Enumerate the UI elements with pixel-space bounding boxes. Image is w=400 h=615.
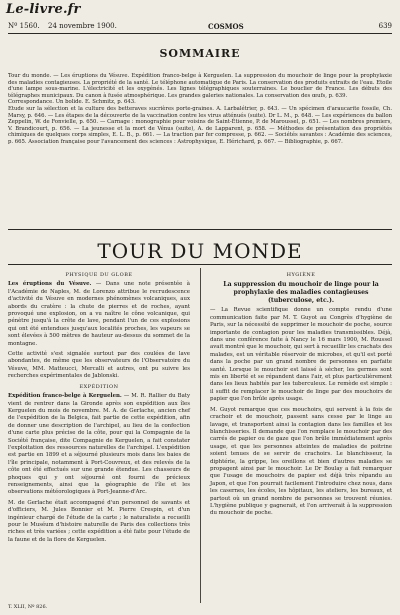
title-rule (8, 264, 392, 265)
sommaire-paragraph: Tour du monde. — Les éruptions du Vésuve. Expédition franco-belge à Kerguelen. La suppression du mouchoir de linge pour la prophylaxie des maladies contagieuses. La propriété de la santé. Le téléphone automatique de Paris. La conservation des produits extraits de l'eau. Etoile d'une lampe sous-marine. L'électricité et les oxygénés. Les lignes télégraphiques souterraines. Le bouclier de France. Les débuts des télégraphes municipaux. Du canon à fusée atmosphérique. Les grandes galeries nationales. La conservation des œufs, p. 639. (8, 73, 392, 99)
section-heading: PHYSIQUE DU GLOBE (65, 272, 133, 278)
sommaire-paragraph-2: Etude sur la sélection et la culture des betteraves sucrières porte-graines. A. Larbalétrier, p. 643. — Un spécimen d'araucarite fossile, Ch. Marsy, p. 646. — Les étapes de la découverte de la vaccination contre les virus atténués (suite). Dr L. M., p. 648. — Les expériences du ballon Zeppelin, W. de Fonvielle, p. 650. — Carnage : monographie pour voisins de Saint-Étienne, P. de Maroussel, p. 651. — Les nombres premiers, V. Brandicourt, p. 656. — La jeunesse et la mort de Vénus (suite), A. de Lapparent, p. 658. — Méthodes de présentation des propriétés chimiques de quelques corps simples, E. L. B., p. 661. — La traction par fer compresse, p. 662. — Sociétés savantes : Académie des sciences, p. 665. Association française pour l'avancement des sciences : Astrophysique, E. Hérichard, p. 667. — Bibliographie, p. 667. (8, 105, 392, 145)
sommaire-correspondance: Correspondance. Un bolide. E. Schmitz, p. 643. (8, 99, 136, 106)
right-column (210, 272, 392, 521)
sommaire-title: SOMMAIRE (159, 47, 241, 60)
column-divider (200, 268, 201, 603)
article-lead: Expédition franco-belge à Kerguelen. (8, 393, 122, 400)
issue-date: 24 novembre 1900. (48, 22, 117, 30)
article-paragraph: — La Revue scientifique donne un compte rendu d'une communication faite par M. T. Guyot au Congrès d'hygiène de Paris, sur la nécessité de supprimer le mouchoir de poche, source importante de contagion pour les maladies transmissibles. Déjà, dans une conférence faite à Nancy le 16 mars 1900, M. Roussel avait montré que le mouchoir, qui sert à recueillir les crachats des malades, est un véritable réservoir de microbes, et qu'il est porté dans la poche par un grand nombre de personnes en parfaite santé. Lorsque le mouchoir est laissé à sécher, les germes sont mis en liberté et se répandent dans l'air, et plus particulièrement dans les lieux habités par les tuberculeux. Le remède est simple : il suffit de remplacer le mouchoir de linge par des mouchoirs de papier que l'on brûle après usage. (210, 307, 393, 403)
section-rule (8, 229, 392, 230)
section-heading: EXPÉDITION (79, 383, 119, 390)
watermark-logo: Le-livre.fr (6, 2, 81, 17)
article-text: — Dans une note présentée à l'Académie de Naples, M. de Lorenzo attribue le recrudescence d'activité du Vésuve en modernes phénomènes volcaniques, aux abords du cratère : la chute de pierres et de roches, ayant provoqué une explosion, on a vu naître le cône volcanique, qui pénètre jusqu'à la crête de lave, pendant l'un de ces explosions qui ont été entendues jusqu'aux localités proches, les vapeurs se sont élevées à 500 mètres de hauteur au-dessus du sommet de la montagne. (8, 281, 190, 347)
article-text: — M. R. Rallier du Baty vient de rentrer dans la Gironde après son expédition aux îles Kerguelen du mois de novembre. M. A. de Gerlache, ancien chef de l'expédition de la Belgica, fait partie de cette expédition, afin de donner une description de l'archipel, au lieu de la confection d'une carte plus précise de la côte, pour qui la Compagnie de la Société française, dite Compagnie de Kerguelen, a fait constater l'exploitation des ressources naturelles de l'archipel. L'expédition est partie en 1899 et a séjourné plusieurs mois dans les baies de l'île principale, notamment à Port-Couvreux, et des relevés de la côte ont été effectués sur une grande étendue. Les chasseurs de phoques qui y ont séjourné ont fourni de précieux renseignements, ainsi que la géographie de l'île et les observations météorologiques à Port-Jeanne-d'Arc. (8, 393, 191, 496)
article-title: La suppression du mouchoir de linge pour la prophylaxie des maladies contagieuses (tuberculose, etc.). (223, 281, 379, 305)
article-lead: Les éruptions du Vésuve. (8, 281, 92, 288)
section-title: TOUR DU MONDE (97, 239, 303, 263)
section-heading: HYGIÈNE (286, 272, 316, 278)
article-paragraph (8, 281, 190, 348)
running-header (8, 22, 392, 32)
article-paragraph: M. Guyot remarque que ces mouchoirs, qui servent à la fois de crachoir et de mouchoir, passent sans cesse par le linge au lavage, et transportent ainsi la contagion dans les familles et les blanchisseries. Il demande que l'on remplace le mouchoir par des carrés de papier ou de gaze que l'on brûle immédiatement après usage, et que les personnes atteintes de maladies de poitrine soient tenues de se servir de crachoirs. Le blanchisseur, la diphtérie, la grippe, les oreillons et bien d'autres maladies se propagent ainsi par le mouchoir. Le Dr Boulay a fait remarquer que l'usage de mouchoirs de papier est déjà très répandu au Japon, et que l'on pourrait facilement l'introduire chez nous, dans les casernes, les écoles, les hôpitaux, les ateliers, les bureaux, et partout où un grand nombre de personnes se trouvent réunies. L'hygiène publique y gagnerait, et l'on arriverait à la suppression du mouchoir de poche. (210, 406, 392, 517)
footer-code: T. XLII, Nº 826. (8, 604, 48, 610)
article-paragraph: Cette activité s'est signalée surtout par des coulées de lave abondantes, de même que les observateurs de l'Observatoire du Vésuve, MM. Matteucci, Mercalli et autres, ont pu suivre les recherches expérimentales de Jablonski. (8, 351, 190, 380)
page-number: 639 (378, 22, 392, 30)
header-rule (8, 33, 392, 34)
issue-number: Nº 1560. (8, 22, 40, 30)
left-column (8, 272, 190, 547)
sommaire-body (8, 73, 392, 146)
article-paragraph: M. de Gerlache était accompagné d'un personnel de savants et d'officiers, M. Jules Bonnier et M. Pierre Crespin, et d'un ingénieur chargé de l'étude de la carte ; le naturaliste a recueilli pour le Muséum d'histoire naturelle de Paris des collections très riches et très variées ; cette expédition a été faite pour l'étude de la faune et de la flore de Kerguelen. (8, 499, 190, 543)
masthead (0, 0, 400, 24)
article-paragraph (8, 393, 190, 497)
journal-name: COSMOS (208, 22, 244, 31)
